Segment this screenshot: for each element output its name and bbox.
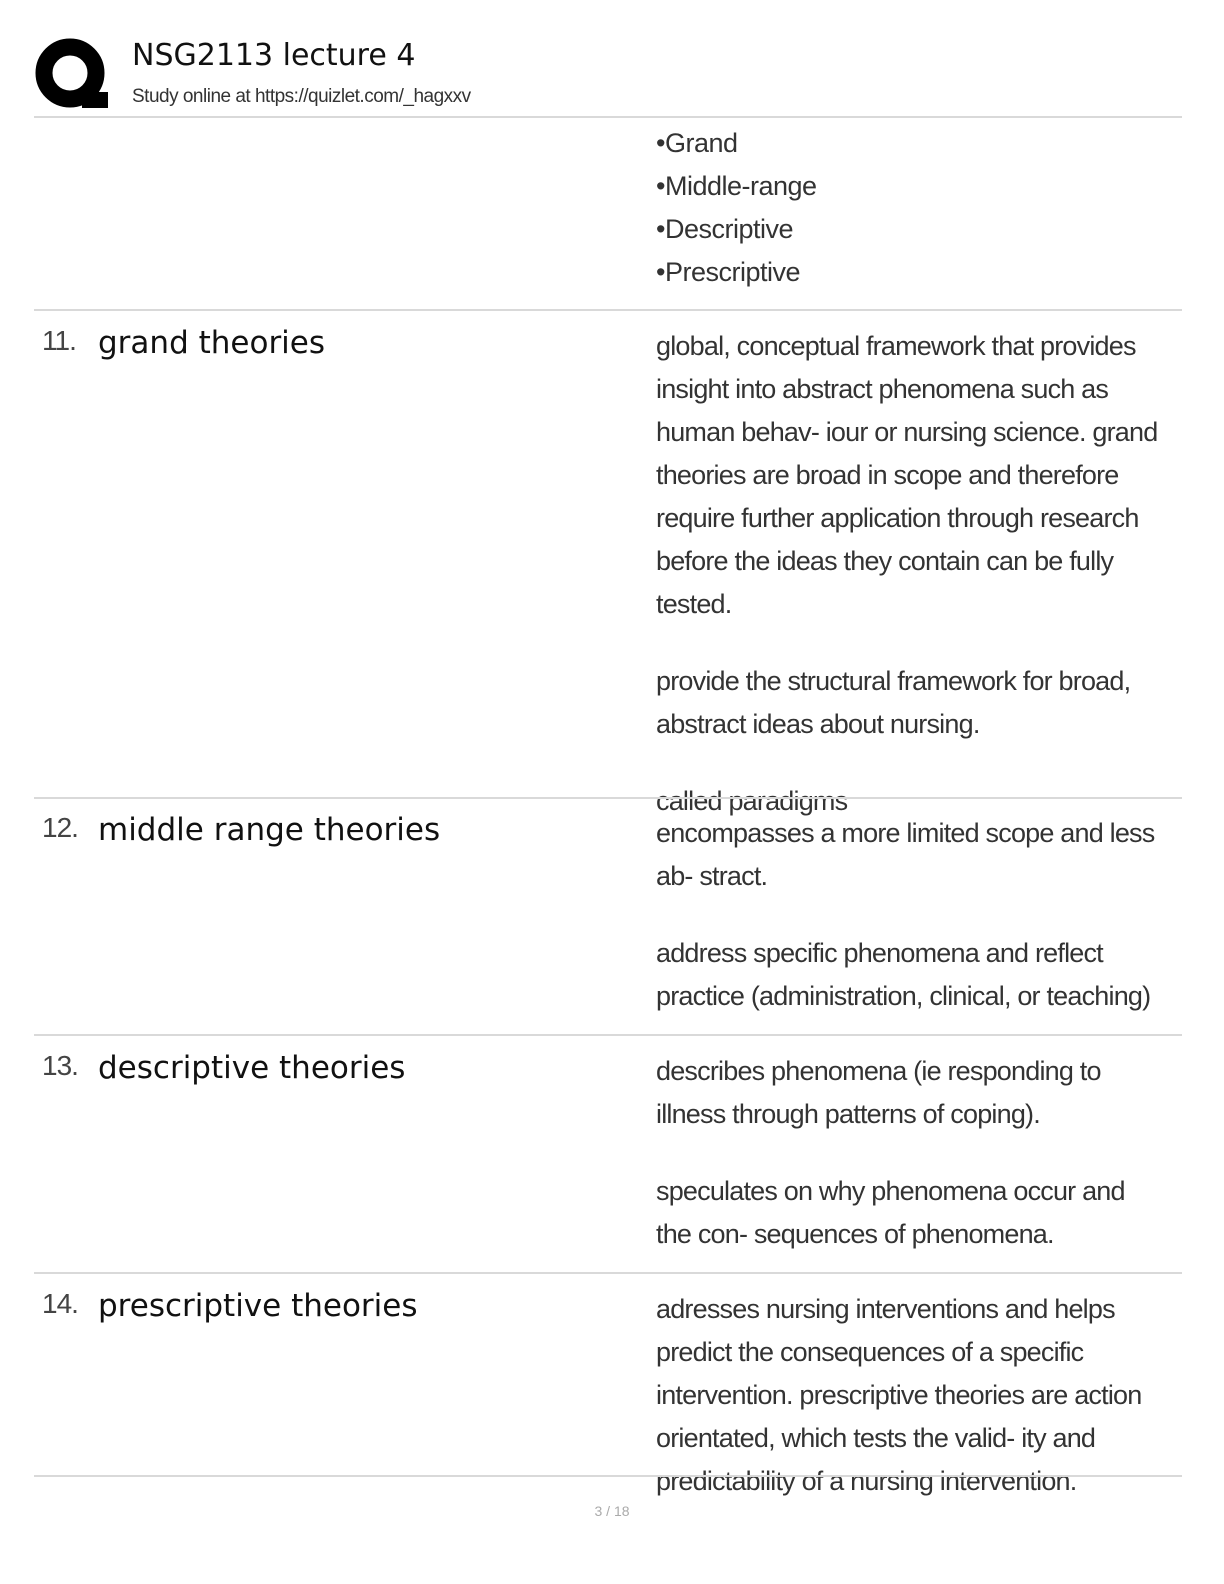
quizlet-logo-icon — [34, 36, 110, 112]
card-definition — [656, 1288, 1166, 1503]
page-header — [34, 34, 1182, 116]
definition-paragraph: global, conceptual framework that provides insight into abstract phenomena such as human behav- iour or nursing science. grand theories are broad in scope and therefore require further application through research before the ideas they contain can be fully tested. — [656, 331, 1158, 619]
card-term: grand theories — [98, 325, 326, 361]
divider — [34, 797, 1182, 799]
card-term: prescriptive theories — [98, 1288, 418, 1324]
card-definition — [656, 812, 1166, 1018]
definition-paragraph: called paradigms — [656, 786, 848, 816]
list-item: •Descriptive — [656, 214, 793, 244]
definition-paragraph: speculates on why phenomena occur and the con- sequences of phenomena. — [656, 1176, 1125, 1249]
list-item: •Prescriptive — [656, 257, 800, 287]
card-term: middle range theories — [98, 812, 441, 848]
card-number: 14. — [42, 1288, 78, 1319]
divider — [34, 1475, 1182, 1477]
list-item: •Grand — [656, 128, 738, 158]
study-link[interactable]: Study online at https://quizlet.com/_hagxxv — [132, 86, 471, 107]
definition-paragraph: describes phenomena (ie responding to illness through patterns of coping). — [656, 1056, 1101, 1129]
list-item: •Middle-range — [656, 171, 817, 201]
card-definition — [656, 1050, 1166, 1256]
page-number: 3 / 18 — [594, 1503, 630, 1519]
definition-paragraph: adresses nursing interventions and helps predict the consequences of a specific intervention. prescriptive theories are action orientated, which tests the valid- ity and predictability of a nursing intervention. — [656, 1294, 1142, 1496]
card-number: 12. — [42, 812, 78, 843]
definition-paragraph: provide the structural framework for broad, abstract ideas about nursing. — [656, 666, 1131, 739]
divider — [34, 309, 1182, 311]
divider — [34, 1272, 1182, 1274]
card-number: 13. — [42, 1050, 78, 1081]
card-number: 11. — [42, 325, 76, 356]
continued-bullet-list — [656, 122, 817, 294]
divider — [34, 1034, 1182, 1036]
card-definition — [656, 325, 1166, 823]
card-term: descriptive theories — [98, 1050, 406, 1086]
definition-paragraph: encompasses a more limited scope and less ab- stract. — [656, 818, 1155, 891]
page-title: NSG2113 lecture 4 — [132, 38, 416, 73]
divider — [34, 116, 1182, 118]
definition-paragraph: address specific phenomena and reflect practice (administration, clinical, or teaching) — [656, 938, 1151, 1011]
